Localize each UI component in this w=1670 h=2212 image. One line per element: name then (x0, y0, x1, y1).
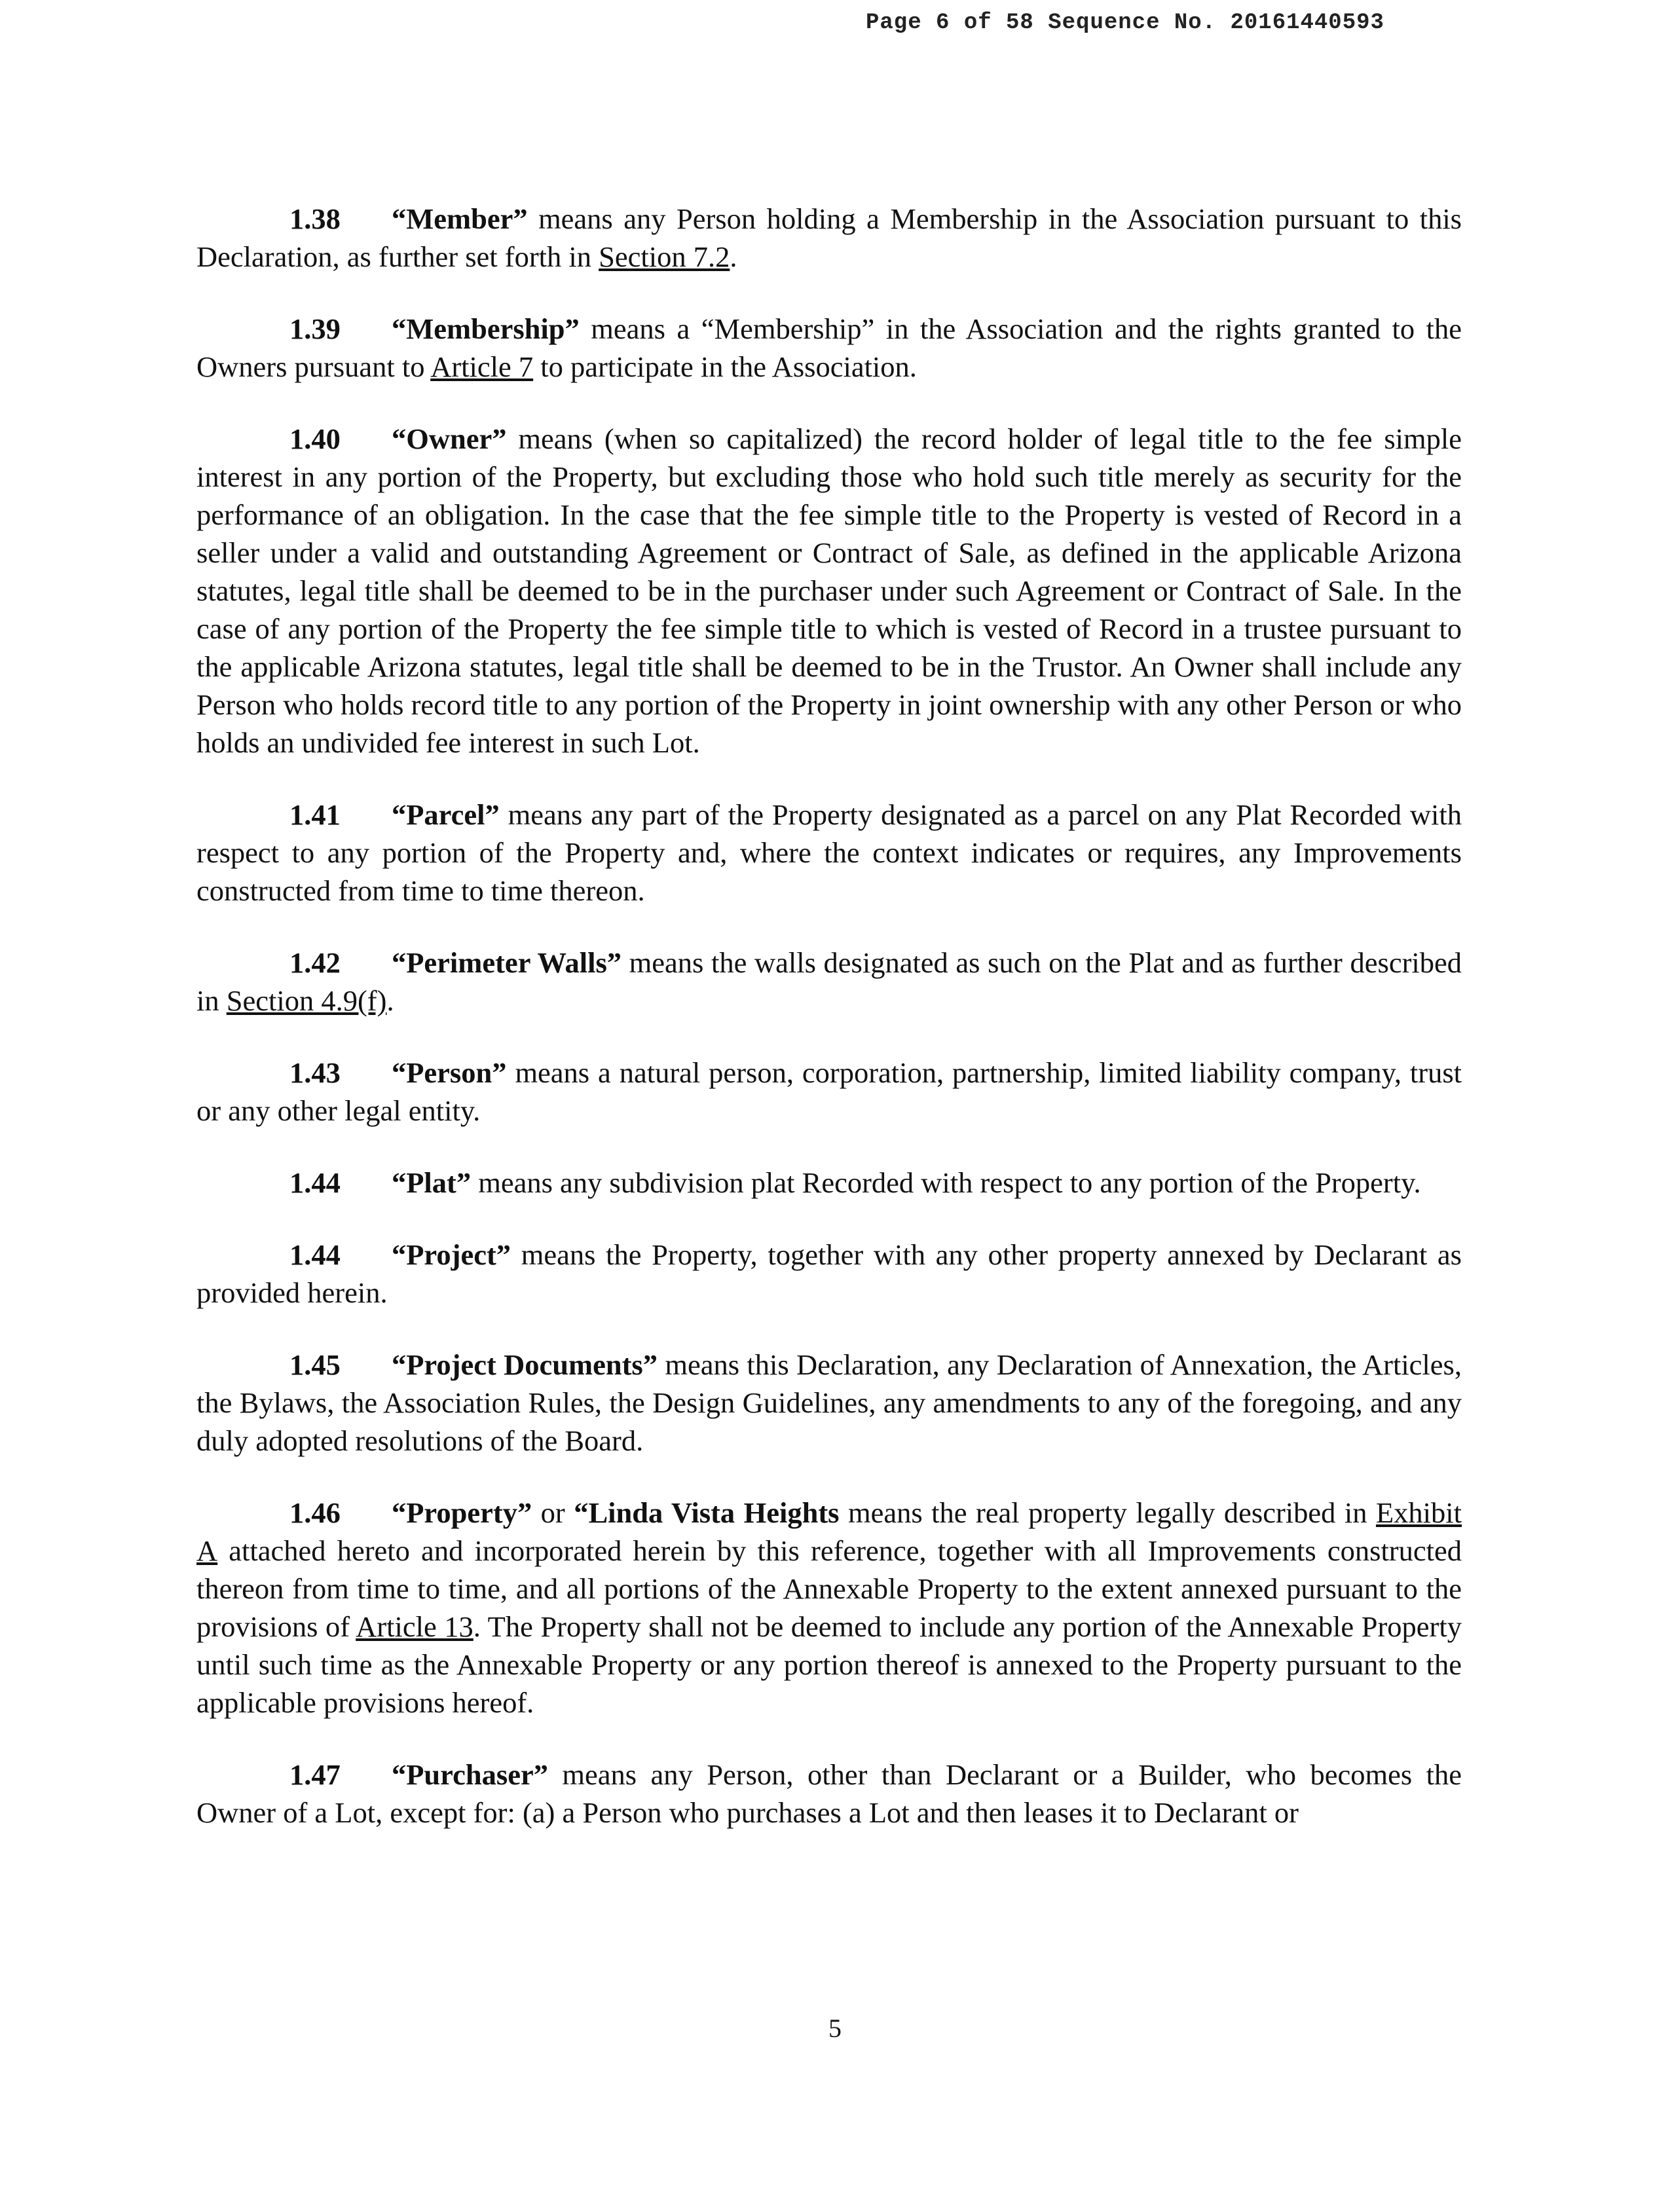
definition-connector: or (532, 1496, 574, 1529)
section-number: 1.39 (289, 312, 341, 345)
section-reference: Section 7.2 (599, 240, 730, 273)
definition-owner (196, 420, 1462, 762)
defined-term: “Property” (392, 1496, 532, 1529)
defined-term-alternate: “Linda Vista Heights (574, 1496, 840, 1529)
defined-term: “Perimeter Walls” (392, 946, 622, 979)
section-number: 1.43 (289, 1056, 341, 1089)
definition-project (196, 1236, 1462, 1312)
section-number: 1.44 (289, 1238, 341, 1271)
section-number: 1.47 (289, 1758, 341, 1791)
definition-text: means a natural person, corporation, partnership, limited liability company, trust or any other legal entity. (196, 1056, 1462, 1127)
section-number: 1.46 (289, 1496, 341, 1529)
definition-perimeter-walls (196, 944, 1462, 1020)
definition-property (196, 1494, 1462, 1722)
definition-text: means (when so capitalized) the record holder of legal title to the fee simple interest in any portion of the Property, but excluding those who hold such title merely as security for the performance of an obligation. In the case that the fee simple title to the Property is vested of Record in a seller under a valid and outstanding Agreement or Contract of Sale, as defined in the applicable Arizona statutes, legal title shall be deemed to be in the purchaser under such Agreement or Contract of Sale. In the case of any portion of the Property the fee simple title to which is vested of Record in a trustee pursuant to the applicable Arizona statutes, legal title shall be deemed to be in the Trustor. An Owner shall include any Person who holds record title to any portion of the Property in joint ownership with any other Person or who holds an undivided fee interest in such Lot. (196, 422, 1462, 759)
defined-term: “Membership” (392, 312, 580, 345)
page-header: Page 6 of 58 Sequence No. 20161440593 (866, 10, 1384, 35)
definition-person (196, 1054, 1462, 1130)
defined-term: “Purchaser” (392, 1758, 548, 1791)
definition-text: means the walls designated as such on the Plat and as further described in (196, 946, 1462, 1017)
section-number: 1.41 (289, 798, 341, 831)
definition-text: means the real property legally described in (839, 1496, 1376, 1529)
definition-text: means any part of the Property designated as a parcel on any Plat Recorded with respect to any portion of the Property and, where the context indicates or requires, any Improvements constructed from time to time thereon. (196, 798, 1462, 907)
defined-term: “Parcel” (392, 798, 500, 831)
document-body (196, 200, 1462, 1866)
section-number: 1.44 (289, 1166, 341, 1199)
definition-parcel (196, 796, 1462, 910)
definition-text-tail: . (386, 984, 394, 1017)
definition-purchaser (196, 1756, 1462, 1832)
definition-member (196, 200, 1462, 276)
definition-text-continued: attached hereto and incorporated herein by this reference, together with all Improvements constructed thereon from time to time, and all portions of the Annexable Property to the extent annexed pursuant to the provisions of (196, 1534, 1462, 1643)
section-reference: Section 4.9(f) (226, 984, 387, 1017)
section-number: 1.45 (289, 1348, 341, 1381)
page-number: 5 (828, 2014, 842, 2043)
definition-text: means any Person holding a Membership in the Association pursuant to this Declaration, as further set forth in (196, 202, 1462, 273)
defined-term: “Project” (392, 1238, 511, 1271)
article-reference: Article 7 (430, 350, 534, 383)
exhibit-reference: Exhibit A (196, 1496, 1462, 1567)
definition-text: means this Declaration, any Declaration of Annexation, the Articles, the Bylaws, the Association Rules, the Design Guidelines, any amendments to any of the foregoing, and any duly adopted resolutions of the Board. (196, 1348, 1462, 1457)
definition-text-tail: . (730, 240, 737, 273)
definition-plat (196, 1164, 1462, 1202)
defined-term: “Owner” (392, 422, 507, 455)
definition-text: means a “Membership” in the Association and the rights granted to the Owners pursuant to (196, 312, 1462, 383)
defined-term: “Project Documents” (392, 1348, 658, 1381)
definition-text-tail: to participate in the Association. (533, 350, 917, 383)
section-number: 1.40 (289, 422, 341, 455)
article-reference: Article 13 (356, 1610, 473, 1643)
definition-text-tail: . The Property shall not be deemed to include any portion of the Annexable Property until such time as the Annexable Property or any portion thereof is annexed to the Property pursuant to the applicable provisions hereof. (196, 1610, 1462, 1719)
definition-text: means the Property, together with any other property annexed by Declarant as provided herein. (196, 1238, 1462, 1309)
definition-membership (196, 310, 1462, 386)
definition-text: means any Person, other than Declarant or a Builder, who becomes the Owner of a Lot, except for: (a) a Person who purchases a Lot and then leases it to Declarant or (196, 1758, 1462, 1829)
defined-term: “Plat” (392, 1166, 472, 1199)
section-number: 1.38 (289, 202, 341, 235)
definition-project-documents (196, 1346, 1462, 1460)
definition-text: means any subdivision plat Recorded with respect to any portion of the Property. (471, 1166, 1421, 1199)
defined-term: “Person” (392, 1056, 507, 1089)
section-number: 1.42 (289, 946, 341, 979)
defined-term: “Member” (392, 202, 528, 235)
